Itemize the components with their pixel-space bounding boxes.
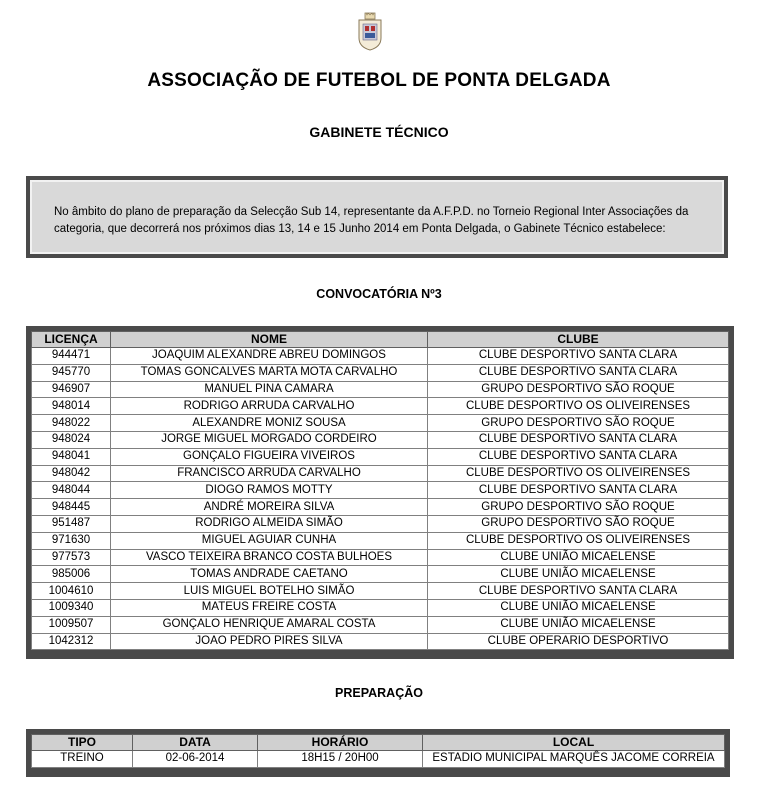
local-cell: ESTADIO MUNICIPAL MARQUÊS JACOME CORREIA	[423, 751, 725, 768]
clube-cell: CLUBE DESPORTIVO SANTA CLARA	[428, 348, 729, 365]
clube-cell: CLUBE DESPORTIVO OS OLIVEIRENSES	[428, 532, 729, 549]
column-header-horario: HORÁRIO	[258, 735, 423, 751]
licenca-cell: 946907	[32, 381, 111, 398]
page-title: ASSOCIAÇÃO DE FUTEBOL DE PONTA DELGADA	[147, 70, 611, 91]
nome-cell: ALEXANDRE MONIZ SOUSA	[111, 415, 428, 432]
table-row	[32, 398, 729, 415]
page-subtitle: GABINETE TÉCNICO	[309, 124, 449, 140]
table-row	[32, 364, 729, 381]
data-cell: 02-06-2014	[133, 751, 258, 768]
licenca-cell: 971630	[32, 532, 111, 549]
licenca-cell: 951487	[32, 515, 111, 532]
table-row	[32, 465, 729, 482]
clube-cell: CLUBE DESPORTIVO SANTA CLARA	[428, 364, 729, 381]
table-row	[32, 482, 729, 499]
clube-cell: CLUBE DESPORTIVO SANTA CLARA	[428, 482, 729, 499]
clube-cell: CLUBE UNIÃO MICAELENSE	[428, 549, 729, 566]
licenca-cell: 948042	[32, 465, 111, 482]
nome-cell: LUIS MIGUEL BOTELHO SIMÃO	[111, 583, 428, 600]
table-row	[32, 566, 729, 583]
horario-cell: 18H15 / 20H00	[258, 751, 423, 768]
convocatoria-title: CONVOCATÓRIA Nº3	[316, 287, 442, 301]
clube-cell: CLUBE UNIÃO MICAELENSE	[428, 566, 729, 583]
clube-cell: GRUPO DESPORTIVO SÃO ROQUE	[428, 415, 729, 432]
licenca-cell: 1009340	[32, 599, 111, 616]
nome-cell: ANDRÉ MOREIRA SILVA	[111, 499, 428, 516]
clube-cell: CLUBE UNIÃO MICAELENSE	[428, 616, 729, 633]
nome-cell: FRANCISCO ARRUDA CARVALHO	[111, 465, 428, 482]
column-header-local: LOCAL	[423, 735, 725, 751]
table-row	[32, 532, 729, 549]
column-header-tipo: TIPO	[32, 735, 133, 751]
licenca-cell: 1009507	[32, 616, 111, 633]
nome-cell: TOMAS GONCALVES MARTA MOTA CARVALHO	[111, 364, 428, 381]
table-row	[32, 415, 729, 432]
licenca-cell: 948041	[32, 448, 111, 465]
clube-cell: CLUBE DESPORTIVO SANTA CLARA	[428, 431, 729, 448]
column-header-licenca: LICENÇA	[32, 332, 111, 348]
licenca-cell: 948445	[32, 499, 111, 516]
licenca-cell: 985006	[32, 566, 111, 583]
convocatoria-table	[31, 331, 729, 650]
nome-cell: GONÇALO HENRIQUE AMARAL COSTA	[111, 616, 428, 633]
convocatoria-table-frame	[26, 326, 734, 659]
clube-cell: CLUBE DESPORTIVO SANTA CLARA	[428, 448, 729, 465]
licenca-cell: 948044	[32, 482, 111, 499]
preparacao-table-frame	[26, 729, 730, 777]
nome-cell: MANUEL PINA CAMARA	[111, 381, 428, 398]
clube-cell: CLUBE DESPORTIVO OS OLIVEIRENSES	[428, 398, 729, 415]
preparacao-table-body	[32, 751, 725, 768]
clube-cell: CLUBE UNIÃO MICAELENSE	[428, 599, 729, 616]
table-row	[32, 348, 729, 365]
table-row	[32, 381, 729, 398]
nome-cell: RODRIGO ALMEIDA SIMÃO	[111, 515, 428, 532]
licenca-cell: 1042312	[32, 633, 111, 650]
licenca-cell: 948022	[32, 415, 111, 432]
nome-cell: JOAQUIM ALEXANDRE ABREU DOMINGOS	[111, 348, 428, 365]
nome-cell: JOAO PEDRO PIRES SILVA	[111, 633, 428, 650]
table-row	[32, 633, 729, 650]
licenca-cell: 948014	[32, 398, 111, 415]
table-row	[32, 583, 729, 600]
nome-cell: RODRIGO ARRUDA CARVALHO	[111, 398, 428, 415]
preparacao-title: PREPARAÇÃO	[335, 686, 423, 700]
intro-text: No âmbito do plano de preparação da Selecção Sub 14, representante da A.F.P.D. no Torneio Regional Inter Associações da categoria, que decorrerá nos próximos dias 13, 14 e 15 Junho 2014 em Ponta Delgada, o Gabinete Técnico estabelece:	[30, 180, 724, 254]
table-row	[32, 751, 725, 768]
column-header-nome: NOME	[111, 332, 428, 348]
clube-cell: GRUPO DESPORTIVO SÃO ROQUE	[428, 515, 729, 532]
table-row	[32, 549, 729, 566]
table-row	[32, 499, 729, 516]
clube-cell: GRUPO DESPORTIVO SÃO ROQUE	[428, 381, 729, 398]
clube-cell: CLUBE DESPORTIVO OS OLIVEIRENSES	[428, 465, 729, 482]
table-header-row	[32, 332, 729, 348]
nome-cell: TOMAS ANDRADE CAETANO	[111, 566, 428, 583]
preparacao-table	[31, 734, 725, 768]
table-row	[32, 599, 729, 616]
licenca-cell: 948024	[32, 431, 111, 448]
table-row	[32, 515, 729, 532]
table-header-row	[32, 735, 725, 751]
nome-cell: JORGE MIGUEL MORGADO CORDEIRO	[111, 431, 428, 448]
licenca-cell: 945770	[32, 364, 111, 381]
nome-cell: MIGUEL AGUIAR CUNHA	[111, 532, 428, 549]
association-crest-icon	[356, 12, 384, 52]
licenca-cell: 944471	[32, 348, 111, 365]
intro-box	[26, 176, 728, 258]
column-header-clube: CLUBE	[428, 332, 729, 348]
clube-cell: GRUPO DESPORTIVO SÃO ROQUE	[428, 499, 729, 516]
tipo-cell: TREINO	[32, 751, 133, 768]
licenca-cell: 1004610	[32, 583, 111, 600]
nome-cell: MATEUS FREIRE COSTA	[111, 599, 428, 616]
nome-cell: VASCO TEIXEIRA BRANCO COSTA BULHOES	[111, 549, 428, 566]
table-row	[32, 616, 729, 633]
table-row	[32, 448, 729, 465]
convocatoria-table-body	[32, 348, 729, 650]
licenca-cell: 977573	[32, 549, 111, 566]
nome-cell: DIOGO RAMOS MOTTY	[111, 482, 428, 499]
clube-cell: CLUBE OPERARIO DESPORTIVO	[428, 633, 729, 650]
column-header-data: DATA	[133, 735, 258, 751]
clube-cell: CLUBE DESPORTIVO SANTA CLARA	[428, 583, 729, 600]
table-row	[32, 431, 729, 448]
nome-cell: GONÇALO FIGUEIRA VIVEIROS	[111, 448, 428, 465]
